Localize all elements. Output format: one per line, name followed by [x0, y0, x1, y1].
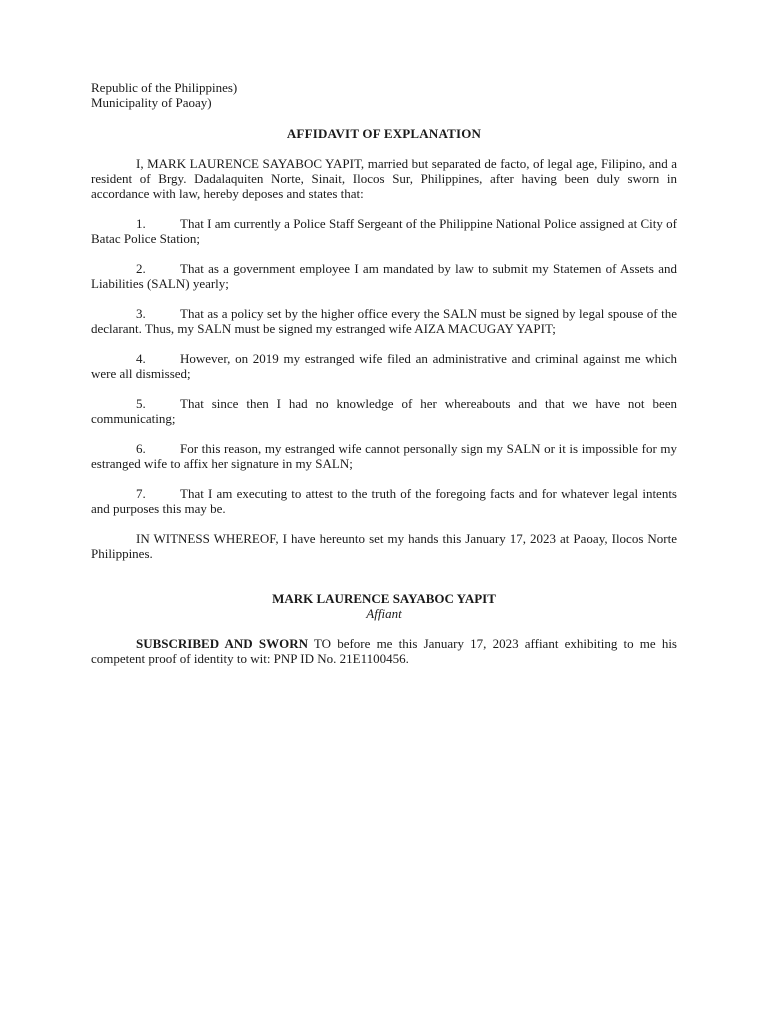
statement-number: 1.: [136, 216, 146, 231]
witness-paragraph: IN WITNESS WHEREOF, I have hereunto set my hands this January 17, 2023 at Paoay, Ilocos Norte Philippines.: [91, 531, 677, 561]
statement-number: 4.: [136, 351, 146, 366]
statement-text: That I am executing to attest to the truth of the foregoing facts and for whatever legal intents and purposes this may be.: [91, 486, 677, 516]
statement-text: That as a policy set by the higher office every the SALN must be signed by legal spouse of the declarant. Thus, my SALN must be signed my estranged wife AIZA MACUGAY YAPIT;: [91, 306, 677, 336]
numbered-statements: [91, 216, 677, 516]
affidavit-document: [91, 80, 677, 666]
statement-item-5: [91, 396, 677, 426]
venue-block: [91, 80, 677, 110]
signature-block: [91, 591, 677, 621]
jurat-lead: SUBSCRIBED AND SWORN: [136, 636, 308, 651]
venue-republic: Republic of the Philippines): [91, 80, 238, 95]
statement-text: That since then I had no knowledge of her whereabouts and that we have not been communicating;: [91, 396, 677, 426]
statement-number: 6.: [136, 441, 146, 456]
statement-item-1: [91, 216, 677, 246]
intro-paragraph: I, MARK LAURENCE SAYABOC YAPIT, married but separated de facto, of legal age, Filipino, and a resident of Brgy. Dadalaquiten Norte, Sinait, Ilocos Sur, Philippines, after having been duly sworn in accordance with law, hereby deposes and states that:: [91, 156, 677, 201]
statement-text: That I am currently a Police Staff Sergeant of the Philippine National Police assigned at City of Batac Police Station;: [91, 216, 677, 246]
statement-item-4: [91, 351, 677, 381]
affiant-label: Affiant: [366, 606, 402, 621]
venue-municipality: Municipality of Paoay): [91, 95, 212, 110]
document-title: AFFIDAVIT OF EXPLANATION: [286, 126, 482, 141]
affiant-name: MARK LAURENCE SAYABOC YAPIT: [272, 591, 496, 606]
statement-item-6: [91, 441, 677, 471]
statement-text: However, on 2019 my estranged wife filed an administrative and criminal against me which were all dismissed;: [91, 351, 677, 381]
jurat-paragraph: [91, 636, 677, 666]
statement-number: 2.: [136, 261, 146, 276]
statement-number: 7.: [136, 486, 146, 501]
statement-number: 3.: [136, 306, 146, 321]
statement-item-2: [91, 261, 677, 291]
statement-number: 5.: [136, 396, 146, 411]
statement-text: For this reason, my estranged wife cannot personally sign my SALN or it is impossible for my estranged wife to affix her signature in my SALN;: [91, 441, 677, 471]
statement-item-7: [91, 486, 677, 516]
jurat-text: TO before me this January 17, 2023 affiant exhibiting to me his competent proof of identity to wit: PNP ID No. 21E1100456.: [91, 636, 677, 666]
statement-text: That as a government employee I am mandated by law to submit my Statemen of Assets and Liabilities (SALN) yearly;: [91, 261, 677, 291]
statement-item-3: [91, 306, 677, 336]
